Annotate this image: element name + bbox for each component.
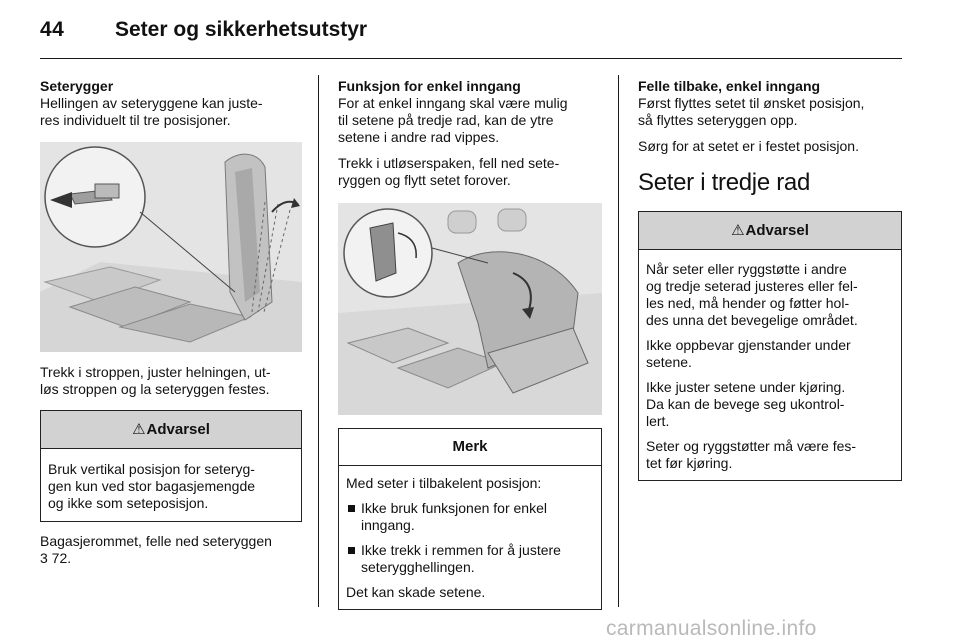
text-line: Først flyttes setet til ønsket posisjon, [638,95,865,111]
text-line: tet før kjøring. [646,455,733,471]
page-number: 44 [40,18,65,41]
enkel-inngang-heading: Funksjon for enkel inngang [338,78,521,94]
warning-paragraph [646,438,894,472]
text-line: og ikke som seteposisjon. [48,495,209,511]
text-line: Hellingen av seteryggene kan juste- [40,95,263,111]
text-line: For at enkel inngang skal være mulig [338,95,568,111]
header-rule [40,58,902,59]
easy-entry-drawing [338,203,602,415]
warning-title [639,212,901,250]
warning-box [40,410,302,522]
text-line: Bagasjerommet, felle ned seteryggen [40,533,272,549]
text-line: og tredje seterad justeres eller fel- [646,278,858,294]
text-line: Trekk i stroppen, juster helningen, ut- [40,364,271,380]
seterygger-heading: Seterygger [40,78,114,94]
text-line: ryggen og flytt setet forover. [338,172,511,188]
watermark: carmanualsonline.info [606,617,817,640]
text-line: Sørg for at setet er i festet posisjon. [638,138,859,154]
text-line: Ikke oppbevar gjenstander under [646,337,851,353]
text-line: løs stroppen og la seteryggen festes. [40,381,270,397]
seat-recline-drawing [40,142,302,352]
warning-title [41,411,301,449]
text-line: gen kun ved stor bagasjemengde [48,478,256,494]
text-line: Ikke bruk funksjonen for enkel [361,500,547,516]
text-line: Ikke juster setene under kjøring. [646,379,846,395]
text-line: seterygghellingen. [361,559,475,575]
section-title: Seter i tredje rad [638,169,811,196]
text-line: Da kan de bevege seg ukontrol- [646,396,845,412]
warning-box [638,211,902,481]
column-divider [618,75,619,607]
text-line: Seter og ryggstøtter må være fes- [646,438,857,454]
warning-title-text: Advarsel [745,222,809,239]
page-title: Seter og sikkerhetsutstyr [115,18,368,41]
text-line: så flyttes seteryggen opp. [638,112,798,128]
note-intro: Med seter i tilbakelent posisjon: [346,475,542,491]
easy-entry-illustration [338,203,602,415]
warning-title-text: Advarsel [146,421,210,438]
warning-icon: ⚠ [731,222,745,239]
warning-paragraph [646,261,894,329]
text-line: Når seter eller ryggstøtte i andre [646,261,847,277]
warning-paragraph [646,337,894,371]
seat-recline-illustration [40,142,302,352]
note-bullet [346,500,594,534]
text-line: til setene på tredje rad, kan de ytre [338,112,554,128]
column-divider [318,75,319,607]
text-line: des unna det bevegelige området. [646,312,858,328]
note-bullet [346,542,594,576]
text-line: Trekk i utløserspaken, fell ned sete- [338,155,560,171]
warning-icon: ⚠ [132,421,146,438]
text-line: lert. [646,413,670,429]
text-line: res individuelt til tre posisjoner. [40,112,231,128]
page-reference[interactable]: 3 72. [40,550,72,566]
column-3 [638,78,902,481]
text-line: inngang. [361,517,415,533]
felle-tilbake-heading: Felle tilbake, enkel inngang [638,78,821,94]
column-2 [338,78,602,610]
text-line: Bruk vertikal posisjon for seteryg- [48,461,255,477]
text-line: setene. [646,354,692,370]
text-line: les ned, må hender og føtter hol- [646,295,850,311]
warning-body [639,250,901,480]
bullet-square-icon [348,505,355,512]
note-box [338,428,602,610]
warning-body [41,449,301,521]
note-title: Merk [339,429,601,466]
bullet-square-icon [348,547,355,554]
text-line: Ikke trekk i remmen for å justere [361,542,561,558]
note-closing: Det kan skade setene. [346,584,486,600]
text-line: setene i andre rad vippes. [338,129,500,145]
note-body [339,466,601,609]
warning-paragraph [646,379,894,430]
column-1 [40,78,302,567]
